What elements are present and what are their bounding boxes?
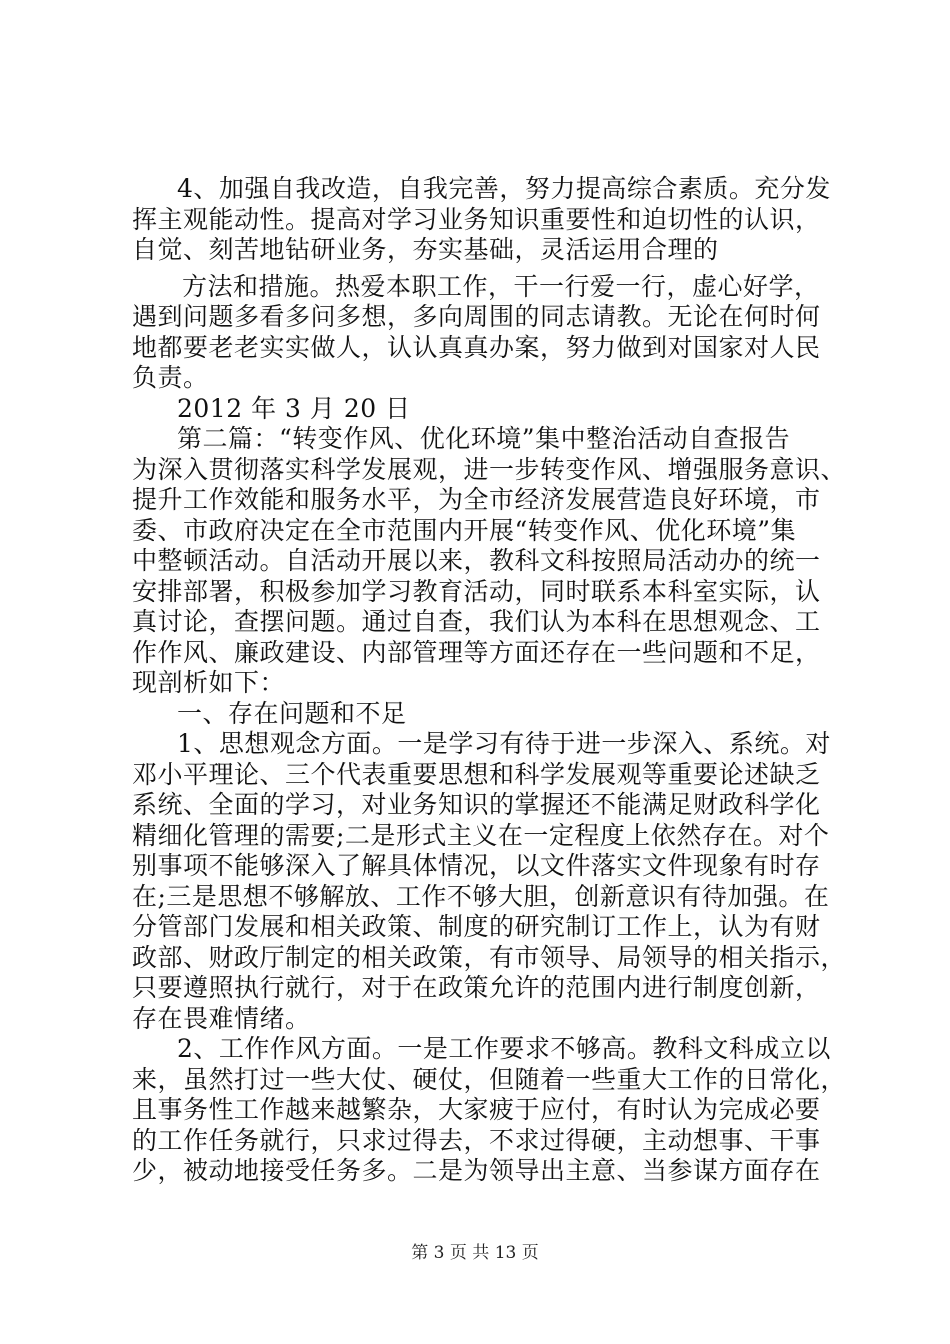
text-line: 1、思想观念方面。一是学习有待于进一步深入、系统。对 [177,729,831,758]
text-line: 负责。 [132,363,209,392]
text-line: 安排部署，积极参加学习教育活动，同时联系本科室实际，认 [132,576,821,606]
text-line: 4、加强自我改造，自我完善，努力提高综合素质。充分发 [177,174,831,203]
date-line: 2012 年 3 月 20 日 [177,393,411,423]
text-line: 地都要老老实实做人，认认真真办案，努力做到对国家对人民 [132,332,821,362]
text-line: 方法和措施。热爱本职工作，干一行爱一行，虚心好学， [182,271,820,301]
text-line: 且事务性工作越来越繁杂，大家疲于应付，有时认为完成必要 [132,1095,821,1124]
text-line: 提升工作效能和服务水平，为全市经济发展营造良好环境，市 [132,485,821,514]
text-line: 精细化管理的需要;二是形式主义在一定程度上依然存在。对个 [132,820,830,850]
page-footer: 第 3 页 共 13 页 [411,1243,539,1263]
text-line: 存在畏难情绪。 [132,1003,311,1033]
text-line: 中整顿活动。自活动开展以来，教科文科按照局活动办的统一 [132,546,821,575]
text-line: 分管部门发展和相关政策、制度的研究制订工作上，认为有财 [132,912,821,941]
text-line: 只要遵照执行就行，对于在政策允许的范围内进行制度创新， [132,973,821,1002]
text-line: 少，被动地接受任务多。二是为领导出主意、当参谋方面存在 [132,1156,821,1185]
text-line: 遇到问题多看多问多想，多向周围的同志请教。无论在何时何 [132,302,821,331]
text-line: 为深入贯彻落实科学发展观，进一步转变作风、增强服务意识、 [132,454,847,484]
text-line: 自觉、刻苦地钻研业务，夯实基础，灵活运用合理的 [132,235,719,264]
text-line: 系统、全面的学习，对业务知识的掌握还不能满足财政科学化 [132,790,821,819]
text-line: 邓小平理论、三个代表重要思想和科学发展观等重要论述缺乏 [132,759,821,789]
text-line: 委、市政府决定在全市范围内开展“转变作风、优化环境”集 [132,515,797,545]
text-line: 在;三是思想不够解放、工作不够大胆，创新意识有待加强。在 [132,881,830,911]
text-line: 政部、财政厅制定的相关政策，有市领导、局领导的相关指示， [132,942,847,972]
text-line: 别事项不能够深入了解具体情况，以文件落实文件现象有时存 [132,851,821,880]
text-line: 现剖析如下： [132,668,286,697]
text-line: 2、工作作风方面。一是工作要求不够高。教科文科成立以 [177,1034,831,1063]
text-line: 挥主观能动性。提高对学习业务知识重要性和迫切性的认识， [132,204,821,234]
section-heading: 第二篇：“转变作风、优化环境”集中整治活动自查报告 [177,424,791,453]
text-line: 真讨论，查摆问题。通过自查，我们认为本科在思想观念、工 [132,607,821,636]
text-line: 作作风、廉政建设、内部管理等方面还存在一些问题和不足， [132,637,821,667]
text-line: 来，虽然打过一些大仗、硬仗，但随着一些重大工作的日常化， [132,1064,847,1094]
section-heading: 一、存在问题和不足 [177,698,407,728]
text-line: 的工作任务就行，只求过得去，不求过得硬，主动想事、干事 [132,1125,821,1155]
